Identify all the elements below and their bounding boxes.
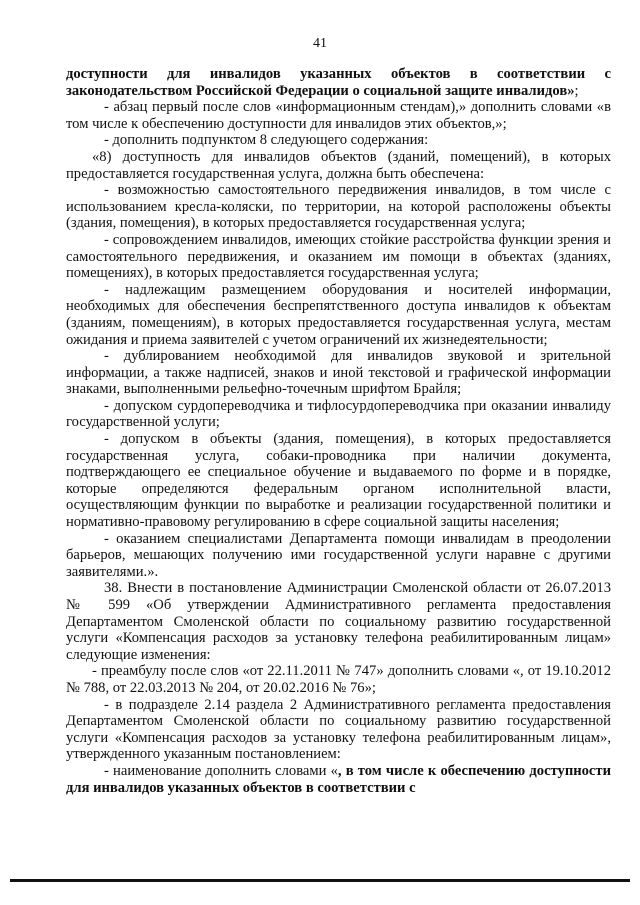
paragraph-amendment: - абзац первый после слов «информационным стендам),» дополнить словами «в том числе к обеспечению доступности для инвалидов этих объектов,»;	[66, 99, 611, 132]
bold-text: доступности для инвалидов указанных объектов в соответствии с законодательством Российской Федерации о социальной защите инвалидов»	[66, 66, 611, 99]
list-item: - допуском сурдопереводчика и тифлосурдопереводчика при оказании инвалиду государственной услуги;	[66, 397, 611, 431]
paragraph-amendment: - в подразделе 2.14 раздела 2 Административного регламента предоставления Департаментом Смоленской области по социальному развитию государственной услуги «Компенсация расходов за установку телефона реабилитированным лицам», утвержденного указанным постановлением:	[66, 696, 611, 763]
paragraph-amendment: - преамбулу после слов «от 22.11.2011 № 747» дополнить словами «, от 19.10.2012 № 788, от 22.03.2013 № 204, от 20.02.2016 № 76»;	[66, 663, 611, 696]
paragraph-text: ;	[574, 82, 579, 99]
page-number: 41	[313, 36, 327, 51]
paragraph-numbered: 38. Внести в постановление Администрации Смоленской области от 26.07.2013 № 599 «Об утверждении Административного регламента предоставления Департаментом Смоленской области по социальному развитию государственной услуги «Компенсация расходов за установку телефона реабилитированным лицам» следующие изменения:	[66, 580, 611, 663]
bottom-rule	[10, 879, 630, 882]
paragraph-continuation	[66, 66, 611, 99]
paragraph-text: - наименование дополнить словами «	[104, 762, 338, 779]
paragraph-clause: «8) доступность для инвалидов объектов (зданий, помещений), в которых предоставляется государственная услуга, должна быть обеспечена:	[66, 148, 611, 182]
list-item: - дублированием необходимой для инвалидов звуковой и зрительной информации, а также надписей, знаков и иной текстовой и графической информации знаками, выполненными рельефно-точечным шрифтом Брайля;	[66, 348, 611, 398]
list-item: - надлежащим размещением оборудования и носителей информации, необходимых для обеспечения беспрепятственного доступа инвалидов к объектам (зданиям, помещениям), в которых предоставляется государственная услуга, местам ожидания и приема заявителей с учетом ограничений их жизнедеятельности;	[66, 281, 611, 348]
list-item: - допуском в объекты (здания, помещения), в которых предоставляется государственная услуга, собаки-проводника при наличии документа, подтверждающего ее специальное обучение и выдаваемого по форме и в порядке, которые определяются федеральным органом исполнительной власти, осуществляющим функции по выработке и реализации государственной политики и нормативно-правовому регулированию в сфере социальной защиты населения;	[66, 431, 611, 531]
paragraph-amendment: - дополнить подпунктом 8 следующего содержания:	[104, 132, 429, 149]
list-item: - оказанием специалистами Департамента помощи инвалидам в преодолении барьеров, мешающих получению ими государственной услуги наравне с другими заявителями.».	[66, 530, 611, 580]
paragraph-amendment	[66, 763, 611, 796]
list-item: - сопровождением инвалидов, имеющих стойкие расстройства функции зрения и самостоятельного передвижения, и оказанием им помощи в объектах (зданиях, помещениях), в которых предоставляется государственная услуга;	[66, 231, 611, 282]
list-item: - возможностью самостоятельного передвижения инвалидов, в том числе с использованием кресла-коляски, по территории, на которой расположены объекты (здания, помещения), в которых предоставляется государственная услуга;	[66, 182, 611, 232]
document-body	[66, 66, 611, 796]
bold-text: , в том числе к обеспечению доступности для инвалидов указанных объектов в соответствии с	[66, 762, 611, 796]
